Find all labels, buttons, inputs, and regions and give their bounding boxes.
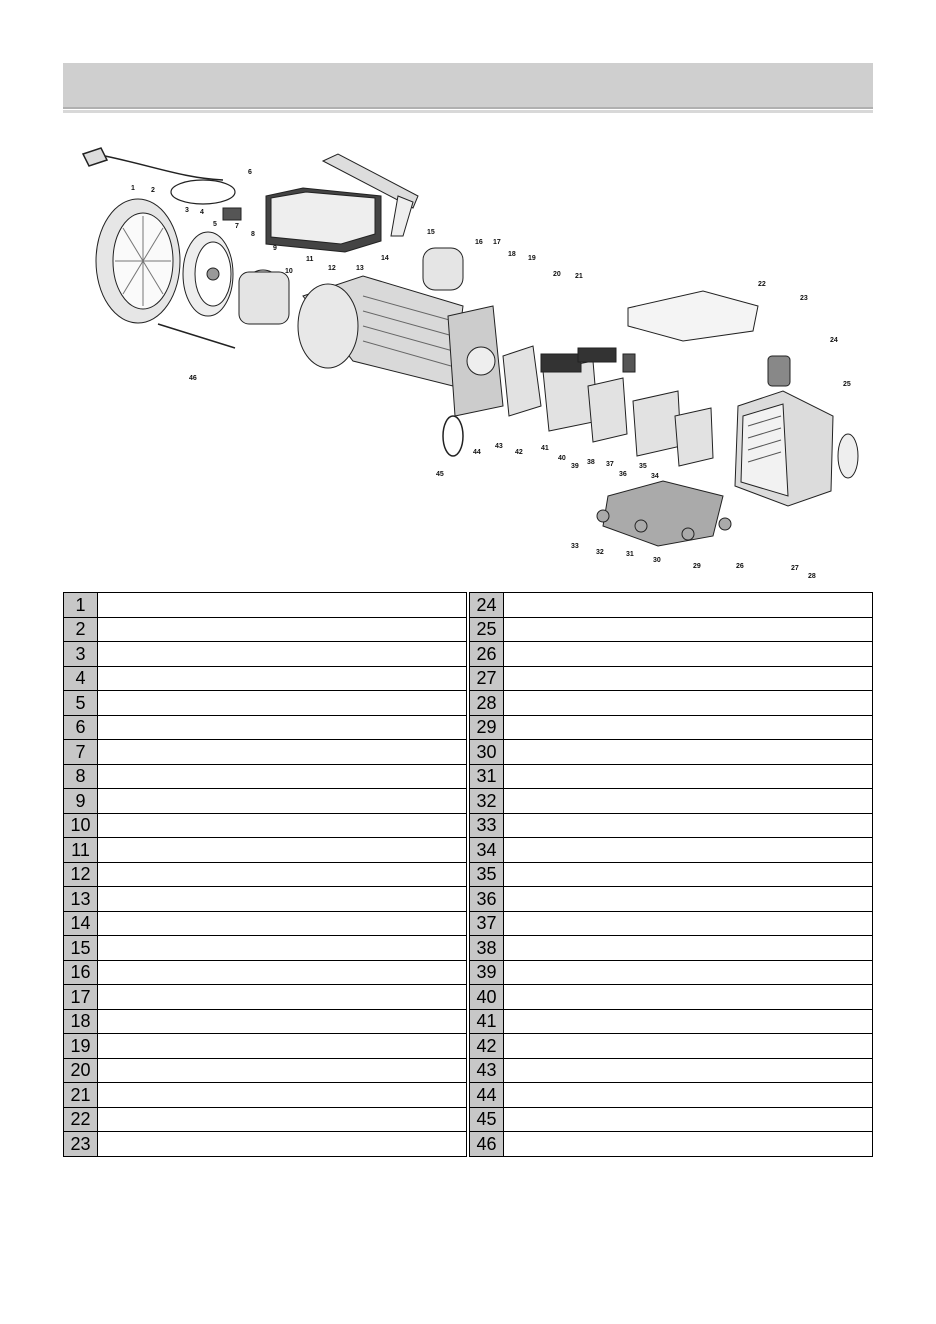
table-row bbox=[64, 1107, 873, 1132]
part-description-cell bbox=[98, 985, 467, 1010]
table-row bbox=[64, 862, 873, 887]
part-number-cell: 45 bbox=[470, 1107, 504, 1132]
table-row bbox=[64, 1058, 873, 1083]
part-description-cell bbox=[98, 862, 467, 887]
callout-32: 32 bbox=[596, 549, 604, 556]
part-number-cell: 44 bbox=[470, 1083, 504, 1108]
table-row bbox=[64, 911, 873, 936]
part-description-cell bbox=[504, 715, 873, 740]
part-number-cell: 35 bbox=[470, 862, 504, 887]
callout-3: 3 bbox=[185, 207, 189, 214]
end-plate-drawing bbox=[448, 306, 503, 416]
part-number-cell: 17 bbox=[64, 985, 98, 1010]
part-description-cell bbox=[98, 642, 467, 667]
part-number-cell: 38 bbox=[470, 936, 504, 961]
fan-drawing bbox=[183, 232, 233, 316]
callout-33: 33 bbox=[571, 543, 579, 550]
part-description-cell bbox=[504, 838, 873, 863]
callout-14: 14 bbox=[381, 255, 389, 262]
part-description-cell bbox=[504, 911, 873, 936]
part-description-cell bbox=[504, 936, 873, 961]
callout-6: 6 bbox=[248, 169, 252, 176]
table-row bbox=[64, 960, 873, 985]
table-row bbox=[64, 1132, 873, 1157]
part-description-cell bbox=[98, 887, 467, 912]
part-description-cell bbox=[504, 1083, 873, 1108]
part-description-cell bbox=[98, 1058, 467, 1083]
callout-5: 5 bbox=[213, 221, 217, 228]
part-number-cell: 12 bbox=[64, 862, 98, 887]
callout-45: 45 bbox=[436, 471, 444, 478]
part-number-cell: 36 bbox=[470, 887, 504, 912]
rotor-drawing bbox=[239, 270, 289, 324]
callout-1: 1 bbox=[131, 185, 135, 192]
part-number-cell: 42 bbox=[470, 1034, 504, 1059]
table-row bbox=[64, 838, 873, 863]
part-number-cell: 39 bbox=[470, 960, 504, 985]
part-description-cell bbox=[504, 862, 873, 887]
table-row bbox=[64, 666, 873, 691]
callout-11: 11 bbox=[306, 256, 314, 263]
callout-39: 39 bbox=[571, 463, 579, 470]
table-row bbox=[64, 764, 873, 789]
part-number-cell: 2 bbox=[64, 617, 98, 642]
callout-19: 19 bbox=[528, 255, 536, 262]
header-divider bbox=[63, 110, 873, 113]
capacitor-drawing bbox=[423, 248, 463, 290]
callout-9: 9 bbox=[273, 245, 277, 252]
callout-8: 8 bbox=[251, 231, 255, 238]
part-description-cell bbox=[98, 1107, 467, 1132]
part-number-cell: 6 bbox=[64, 715, 98, 740]
part-description-cell bbox=[504, 593, 873, 618]
part-number-cell: 26 bbox=[470, 642, 504, 667]
part-number-cell: 8 bbox=[64, 764, 98, 789]
part-description-cell bbox=[98, 1132, 467, 1157]
table-row bbox=[64, 887, 873, 912]
part-number-cell: 31 bbox=[470, 764, 504, 789]
table-row bbox=[64, 1009, 873, 1034]
callout-2: 2 bbox=[151, 187, 155, 194]
exploded-view-drawing bbox=[63, 116, 873, 586]
callout-22: 22 bbox=[758, 281, 766, 288]
callout-10: 10 bbox=[285, 268, 293, 275]
part-description-cell bbox=[98, 960, 467, 985]
callout-12: 12 bbox=[328, 265, 336, 272]
part-description-cell bbox=[98, 911, 467, 936]
part-description-cell bbox=[98, 813, 467, 838]
part-description-cell bbox=[504, 887, 873, 912]
callout-30: 30 bbox=[653, 557, 661, 564]
part-number-cell: 15 bbox=[64, 936, 98, 961]
part-number-cell: 37 bbox=[470, 911, 504, 936]
part-description-cell bbox=[504, 1132, 873, 1157]
part-number-cell: 11 bbox=[64, 838, 98, 863]
part-description-cell bbox=[98, 764, 467, 789]
callout-42: 42 bbox=[515, 449, 523, 456]
section-header-bar bbox=[63, 63, 873, 109]
tie-rod-drawing bbox=[158, 324, 235, 348]
part-description-cell bbox=[98, 593, 467, 618]
part-description-cell bbox=[98, 691, 467, 716]
part-number-cell: 32 bbox=[470, 789, 504, 814]
callout-13: 13 bbox=[356, 265, 364, 272]
part-number-cell: 1 bbox=[64, 593, 98, 618]
switch-box-drawing bbox=[223, 188, 381, 252]
part-number-cell: 18 bbox=[64, 1009, 98, 1034]
part-description-cell bbox=[98, 936, 467, 961]
base-drawing bbox=[597, 481, 731, 546]
callout-44: 44 bbox=[473, 449, 481, 456]
part-description-cell bbox=[504, 985, 873, 1010]
callout-41: 41 bbox=[541, 445, 549, 452]
part-description-cell bbox=[504, 764, 873, 789]
part-number-cell: 22 bbox=[64, 1107, 98, 1132]
part-description-cell bbox=[504, 642, 873, 667]
gasket-drawing bbox=[628, 291, 758, 341]
pump-housing-drawing bbox=[735, 356, 858, 506]
part-description-cell bbox=[504, 617, 873, 642]
callout-15: 15 bbox=[427, 229, 435, 236]
callout-29: 29 bbox=[693, 563, 701, 570]
callout-43: 43 bbox=[495, 443, 503, 450]
part-description-cell bbox=[504, 960, 873, 985]
part-description-cell bbox=[98, 838, 467, 863]
callout-28: 28 bbox=[808, 573, 816, 580]
callout-40: 40 bbox=[558, 455, 566, 462]
part-description-cell bbox=[98, 715, 467, 740]
part-number-cell: 27 bbox=[470, 666, 504, 691]
callout-26: 26 bbox=[736, 563, 744, 570]
callout-46: 46 bbox=[189, 375, 197, 382]
table-row bbox=[64, 789, 873, 814]
part-description-cell bbox=[504, 1107, 873, 1132]
callout-38: 38 bbox=[587, 459, 595, 466]
part-number-cell: 5 bbox=[64, 691, 98, 716]
part-description-cell bbox=[504, 740, 873, 765]
part-description-cell bbox=[98, 1083, 467, 1108]
table-row bbox=[64, 617, 873, 642]
part-description-cell bbox=[504, 1009, 873, 1034]
table-row bbox=[64, 691, 873, 716]
part-description-cell bbox=[98, 789, 467, 814]
callout-31: 31 bbox=[626, 551, 634, 558]
part-number-cell: 13 bbox=[64, 887, 98, 912]
callout-27: 27 bbox=[791, 565, 799, 572]
part-description-cell bbox=[504, 1034, 873, 1059]
part-number-cell: 14 bbox=[64, 911, 98, 936]
part-description-cell bbox=[98, 617, 467, 642]
motor-body-drawing bbox=[298, 276, 463, 386]
callout-23: 23 bbox=[800, 295, 808, 302]
fan-cover-drawing bbox=[96, 199, 180, 323]
callout-25: 25 bbox=[843, 381, 851, 388]
parts-list-table bbox=[63, 592, 873, 1157]
part-number-cell: 4 bbox=[64, 666, 98, 691]
callout-7: 7 bbox=[235, 223, 239, 230]
callout-17: 17 bbox=[493, 239, 501, 246]
part-description-cell bbox=[504, 691, 873, 716]
part-number-cell: 7 bbox=[64, 740, 98, 765]
part-number-cell: 3 bbox=[64, 642, 98, 667]
exploded-parts-diagram bbox=[63, 116, 873, 586]
part-description-cell bbox=[504, 1058, 873, 1083]
part-number-cell: 25 bbox=[470, 617, 504, 642]
callout-37: 37 bbox=[606, 461, 614, 468]
table-row bbox=[64, 936, 873, 961]
callout-36: 36 bbox=[619, 471, 627, 478]
part-number-cell: 28 bbox=[470, 691, 504, 716]
part-description-cell bbox=[98, 1034, 467, 1059]
part-description-cell bbox=[504, 813, 873, 838]
callout-24: 24 bbox=[830, 337, 838, 344]
part-number-cell: 46 bbox=[470, 1132, 504, 1157]
part-number-cell: 21 bbox=[64, 1083, 98, 1108]
part-description-cell bbox=[98, 740, 467, 765]
callout-35: 35 bbox=[639, 463, 647, 470]
table-row bbox=[64, 813, 873, 838]
power-cord-drawing bbox=[83, 148, 235, 204]
callout-4: 4 bbox=[200, 209, 204, 216]
pump-stages-drawing bbox=[503, 346, 713, 466]
oring-drawing bbox=[443, 416, 463, 456]
part-number-cell: 33 bbox=[470, 813, 504, 838]
table-row bbox=[64, 642, 873, 667]
part-description-cell bbox=[98, 666, 467, 691]
table-row bbox=[64, 985, 873, 1010]
table-row bbox=[64, 593, 873, 618]
table-row bbox=[64, 740, 873, 765]
table-row bbox=[64, 1034, 873, 1059]
callout-34: 34 bbox=[651, 473, 659, 480]
part-number-cell: 43 bbox=[470, 1058, 504, 1083]
part-number-cell: 9 bbox=[64, 789, 98, 814]
part-number-cell: 34 bbox=[470, 838, 504, 863]
part-description-cell bbox=[504, 789, 873, 814]
table-row bbox=[64, 715, 873, 740]
part-number-cell: 10 bbox=[64, 813, 98, 838]
part-description-cell bbox=[504, 666, 873, 691]
part-number-cell: 41 bbox=[470, 1009, 504, 1034]
parts-list-body bbox=[64, 593, 873, 1157]
table-row bbox=[64, 1083, 873, 1108]
part-number-cell: 24 bbox=[470, 593, 504, 618]
part-number-cell: 30 bbox=[470, 740, 504, 765]
callout-21: 21 bbox=[575, 273, 583, 280]
part-number-cell: 40 bbox=[470, 985, 504, 1010]
part-number-cell: 19 bbox=[64, 1034, 98, 1059]
part-number-cell: 20 bbox=[64, 1058, 98, 1083]
part-number-cell: 23 bbox=[64, 1132, 98, 1157]
callout-20: 20 bbox=[553, 271, 561, 278]
part-description-cell bbox=[98, 1009, 467, 1034]
part-number-cell: 16 bbox=[64, 960, 98, 985]
part-number-cell: 29 bbox=[470, 715, 504, 740]
callout-16: 16 bbox=[475, 239, 483, 246]
callout-18: 18 bbox=[508, 251, 516, 258]
